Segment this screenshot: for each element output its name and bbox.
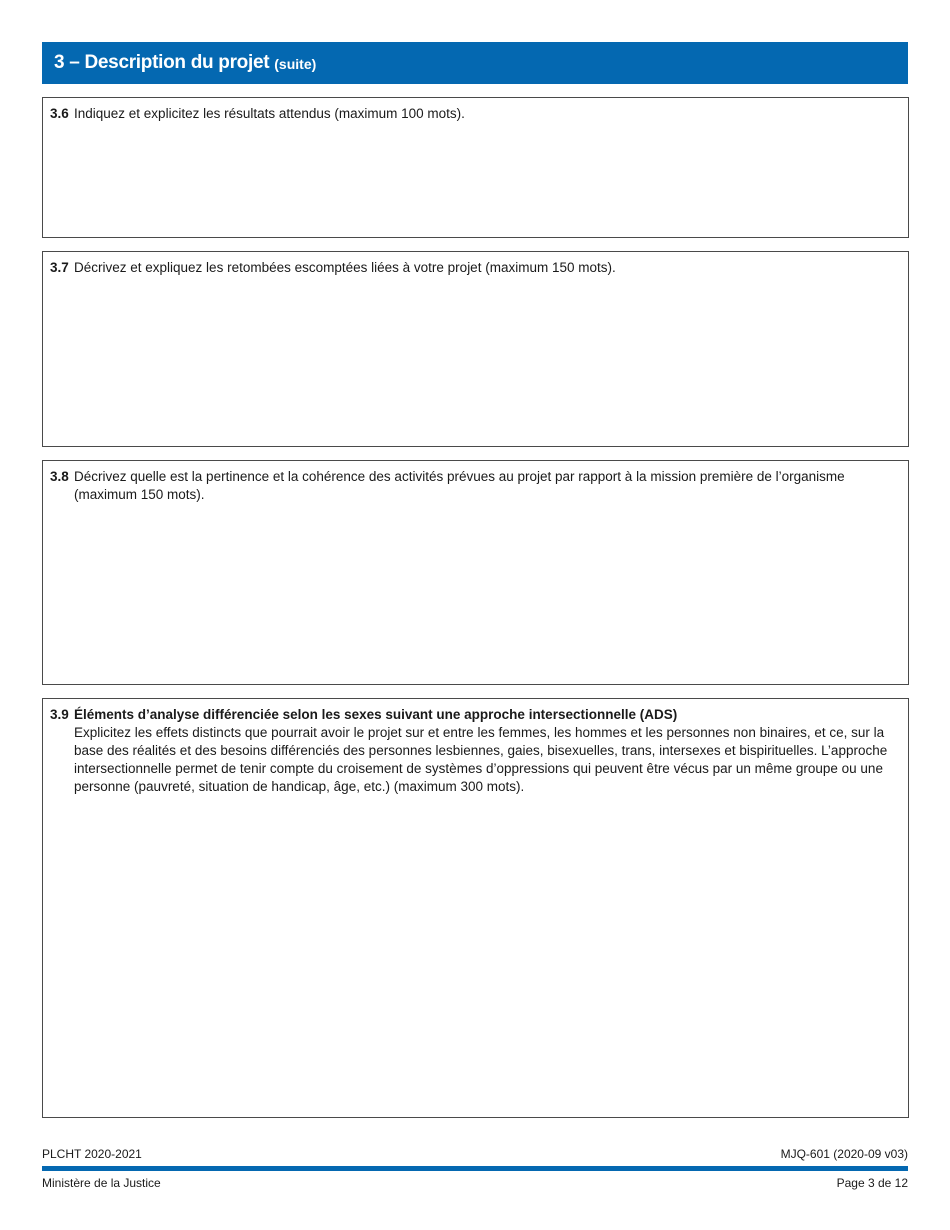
question-title: Éléments d’analyse différenciée selon les sexes suivant une approche intersectionnelle (ADS)	[74, 707, 678, 722]
footer-page-number: Page 3 de 12	[836, 1176, 908, 1190]
question-box-3-9	[42, 698, 909, 1118]
section-header	[42, 42, 908, 84]
footer-form-code: MJQ-601 (2020-09 v03)	[780, 1147, 908, 1161]
footer-divider	[42, 1166, 908, 1171]
question-text: Explicitez les effets distincts que pourrait avoir le projet sur et entre les femmes, les hommes et les personnes non binaires, et ce, sur la base des réalités et des besoins différenciés des personnes lesbiennes, gaies, bisexuelles, trans, intersexes et bispirituelles. L’approche intersectionnelle permet de tenir compte du croisement de systèmes d’oppressions qui peuvent être vécus par un même groupe ou une personne (pauvreté, situation de handicap, âge, etc.) (maximum 300 mots).	[74, 725, 888, 794]
question-prompt	[50, 706, 894, 796]
answer-field-3-9[interactable]	[73, 803, 898, 1109]
question-text: Indiquez et explicitez les résultats attendus (maximum 100 mots).	[74, 106, 465, 121]
question-box-3-6	[42, 97, 909, 238]
footer-program: PLCHT 2020-2021	[42, 1147, 142, 1161]
question-text: Décrivez et expliquez les retombées escomptées liées à votre projet (maximum 150 mots).	[74, 260, 616, 275]
answer-field-3-7[interactable]	[73, 282, 898, 438]
section-title: 3 – Description du projet	[54, 52, 270, 73]
question-text: Décrivez quelle est la pertinence et la cohérence des activités prévues au projet par rapport à la mission première de l’organisme (maximum 150 mots).	[74, 469, 845, 502]
answer-field-3-6[interactable]	[73, 128, 898, 229]
question-box-3-8	[42, 460, 909, 685]
question-number: 3.8	[50, 469, 69, 484]
question-prompt	[50, 105, 894, 123]
question-text-block	[74, 706, 894, 796]
section-suffix: (suite)	[274, 56, 317, 72]
question-box-3-7	[42, 251, 909, 447]
footer-ministry: Ministère de la Justice	[42, 1176, 161, 1190]
question-number: 3.9	[50, 707, 69, 722]
answer-field-3-8[interactable]	[73, 509, 898, 676]
question-number: 3.6	[50, 106, 69, 121]
question-prompt	[50, 259, 894, 277]
question-number: 3.7	[50, 260, 69, 275]
question-prompt	[50, 468, 894, 504]
